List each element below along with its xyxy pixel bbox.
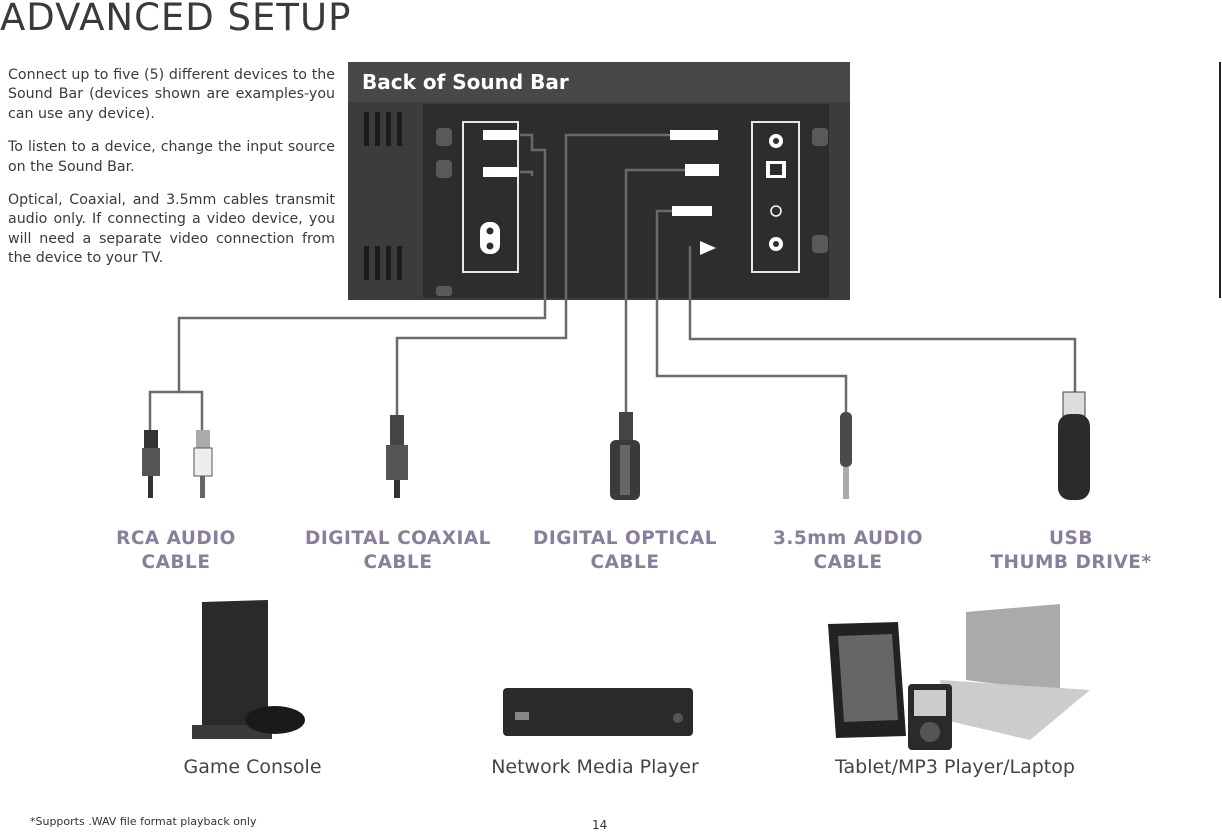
cable-label-line: RCA AUDIO xyxy=(116,528,236,549)
media-player-icon xyxy=(503,688,693,736)
cable-label-usb xyxy=(976,527,1166,575)
cable-label-line: CABLE xyxy=(813,552,883,573)
usb-drive-icon xyxy=(1058,392,1090,500)
device-label-media-player: Network Media Player xyxy=(491,756,699,778)
cable-label-line: USB xyxy=(1049,528,1093,549)
intro-paragraph-3: Optical, Coaxial, and 3.5mm cables transmit audio only. If connecting a video device, you will need a separate video connection from the device to your TV. xyxy=(8,192,335,267)
intro-paragraph-2: To listen to a device, change the input source on the Sound Bar. xyxy=(8,139,335,175)
soundbar-label: Back of Sound Bar xyxy=(362,70,569,94)
cable-label-line: THUMB DRIVE* xyxy=(990,552,1152,573)
cable-label-coaxial xyxy=(288,527,508,575)
cable-label-line: DIGITAL COAXIAL xyxy=(305,528,491,549)
tablet-mp3-laptop-icon xyxy=(828,604,1090,750)
cable-label-line: DIGITAL OPTICAL xyxy=(532,528,717,549)
optical-connector-icon xyxy=(610,412,640,500)
cable-label-line: CABLE xyxy=(141,552,211,573)
footnote: *Supports .WAV file format playback only xyxy=(30,815,257,828)
cable-label-line: CABLE xyxy=(590,552,660,573)
device-label-tablet-laptop: Tablet/MP3 Player/Laptop xyxy=(835,756,1075,778)
soundbar-panel xyxy=(348,62,850,300)
intro-paragraph-1: Connect up to five (5) different devices to the Sound Bar (devices shown are examples-you can use any device). xyxy=(8,67,335,122)
audio-3-5mm-connector-icon xyxy=(840,412,852,499)
cable-label-optical xyxy=(520,527,730,575)
device-label-game-console: Game Console xyxy=(183,756,322,778)
cable-label-line: CABLE xyxy=(363,552,433,573)
page-number: 14 xyxy=(592,818,608,832)
cable-label-rca xyxy=(96,527,256,575)
coaxial-connector-icon xyxy=(386,415,408,498)
cable-label-line: 3.5mm AUDIO xyxy=(772,528,923,549)
cable-label-3-5mm xyxy=(758,527,938,575)
rca-connector-icon xyxy=(142,430,212,498)
game-console-icon xyxy=(192,600,305,739)
page-title: ADVANCED SETUP xyxy=(0,0,352,39)
